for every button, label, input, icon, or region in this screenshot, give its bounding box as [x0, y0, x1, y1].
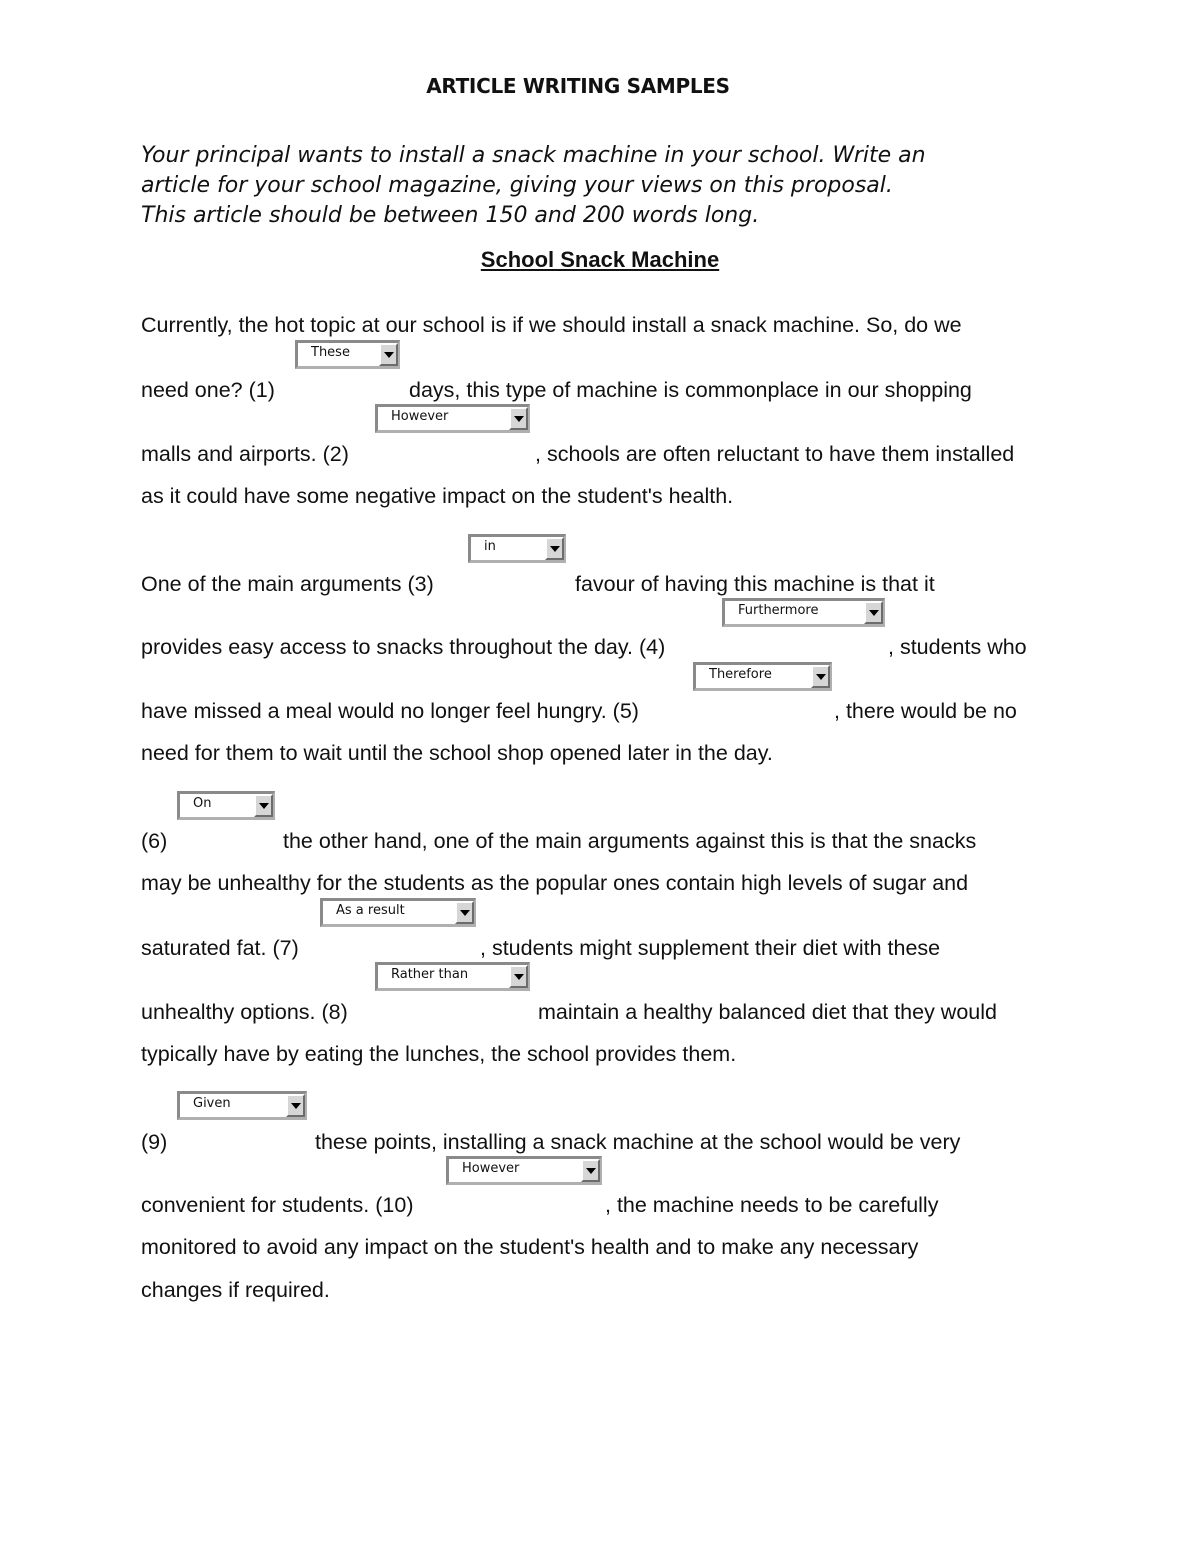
article-line-7a: have missed a meal would no longer feel hungry. (5) — [141, 699, 639, 723]
dropdown-value: As a result — [336, 903, 405, 918]
prompt-line-3: This article should be between 150 and 200 words long. — [141, 203, 760, 228]
article-line-1: Currently, the hot topic at our school is if we should install a snack machine. So, do we — [141, 313, 962, 337]
prompt-line-1: Your principal wants to install a snack machine in your school. Write an — [141, 143, 926, 168]
article-line-14a: (9) — [141, 1130, 168, 1154]
article-line-5a: One of the main arguments (3) — [141, 572, 434, 596]
blank-3-dropdown[interactable] — [468, 534, 566, 563]
blank-8-dropdown[interactable] — [375, 962, 530, 991]
caret-down-icon[interactable] — [254, 794, 273, 817]
article-line-4: as it could have some negative impact on the student's health. — [141, 484, 734, 508]
article-line-13: typically have by eating the lunches, the school provides them. — [141, 1042, 737, 1066]
dropdown-value: However — [391, 409, 449, 424]
article-line-6a: provides easy access to snacks throughout the day. (4) — [141, 635, 666, 659]
article-line-12b: maintain a healthy balanced diet that they would — [538, 1000, 997, 1024]
blank-9-dropdown[interactable] — [177, 1091, 307, 1120]
blank-6-dropdown[interactable] — [177, 791, 275, 820]
article-line-15a: convenient for students. (10) — [141, 1193, 414, 1217]
blank-5-dropdown[interactable] — [693, 662, 832, 691]
article-line-6b: , students who — [888, 635, 1027, 659]
article-line-11b: , students might supplement their diet with these — [480, 936, 941, 960]
article-line-10: may be unhealthy for the students as the popular ones contain high levels of sugar and — [141, 871, 969, 895]
prompt-line-2: article for your school magazine, giving your views on this proposal. — [141, 173, 893, 198]
article-line-11a: saturated fat. (7) — [141, 936, 299, 960]
caret-down-icon[interactable] — [509, 965, 528, 988]
writing-prompt — [141, 141, 1091, 231]
article-line-9b: the other hand, one of the main arguments against this is that the snacks — [283, 829, 977, 853]
article-line-15b: , the machine needs to be carefully — [605, 1193, 939, 1217]
blank-4-dropdown[interactable] — [722, 598, 885, 627]
caret-down-icon[interactable] — [864, 601, 883, 624]
document-heading: ARTICLE WRITING SAMPLES — [426, 74, 730, 98]
dropdown-value: On — [193, 796, 212, 811]
dropdown-value: Furthermore — [738, 603, 819, 618]
article-line-9a: (6) — [141, 829, 168, 853]
article-line-17: changes if required. — [141, 1278, 330, 1302]
blank-1-dropdown[interactable] — [295, 340, 400, 369]
article-line-5b: favour of having this machine is that it — [575, 572, 935, 596]
article-line-2b: days, this type of machine is commonplace in our shopping — [409, 378, 972, 402]
article-line-8: need for them to wait until the school shop opened later in the day. — [141, 741, 773, 765]
dropdown-value: Therefore — [709, 667, 772, 682]
article-line-16: monitored to avoid any impact on the student's health and to make any necessary — [141, 1235, 919, 1259]
caret-down-icon[interactable] — [455, 901, 474, 924]
dropdown-value: in — [484, 539, 496, 554]
article-line-2a: need one? (1) — [141, 378, 275, 402]
caret-down-icon[interactable] — [286, 1094, 305, 1117]
article-line-3b: , schools are often reluctant to have them installed — [535, 442, 1015, 466]
blank-2-dropdown[interactable] — [375, 404, 530, 433]
caret-down-icon[interactable] — [811, 665, 830, 688]
dropdown-value: These — [311, 345, 350, 360]
dropdown-value: Given — [193, 1096, 231, 1111]
article-line-14b: these points, installing a snack machine at the school would be very — [315, 1130, 961, 1154]
caret-down-icon[interactable] — [379, 343, 398, 366]
blank-7-dropdown[interactable] — [320, 898, 476, 927]
article-title: School Snack Machine — [480, 247, 720, 272]
caret-down-icon[interactable] — [545, 537, 564, 560]
dropdown-value: Rather than — [391, 967, 469, 982]
caret-down-icon[interactable] — [581, 1159, 600, 1182]
article-line-7b: , there would be no — [834, 699, 1017, 723]
blank-10-dropdown[interactable] — [446, 1156, 602, 1185]
article-line-12a: unhealthy options. (8) — [141, 1000, 348, 1024]
caret-down-icon[interactable] — [509, 407, 528, 430]
dropdown-value: However — [462, 1161, 520, 1176]
article-line-3a: malls and airports. (2) — [141, 442, 349, 466]
